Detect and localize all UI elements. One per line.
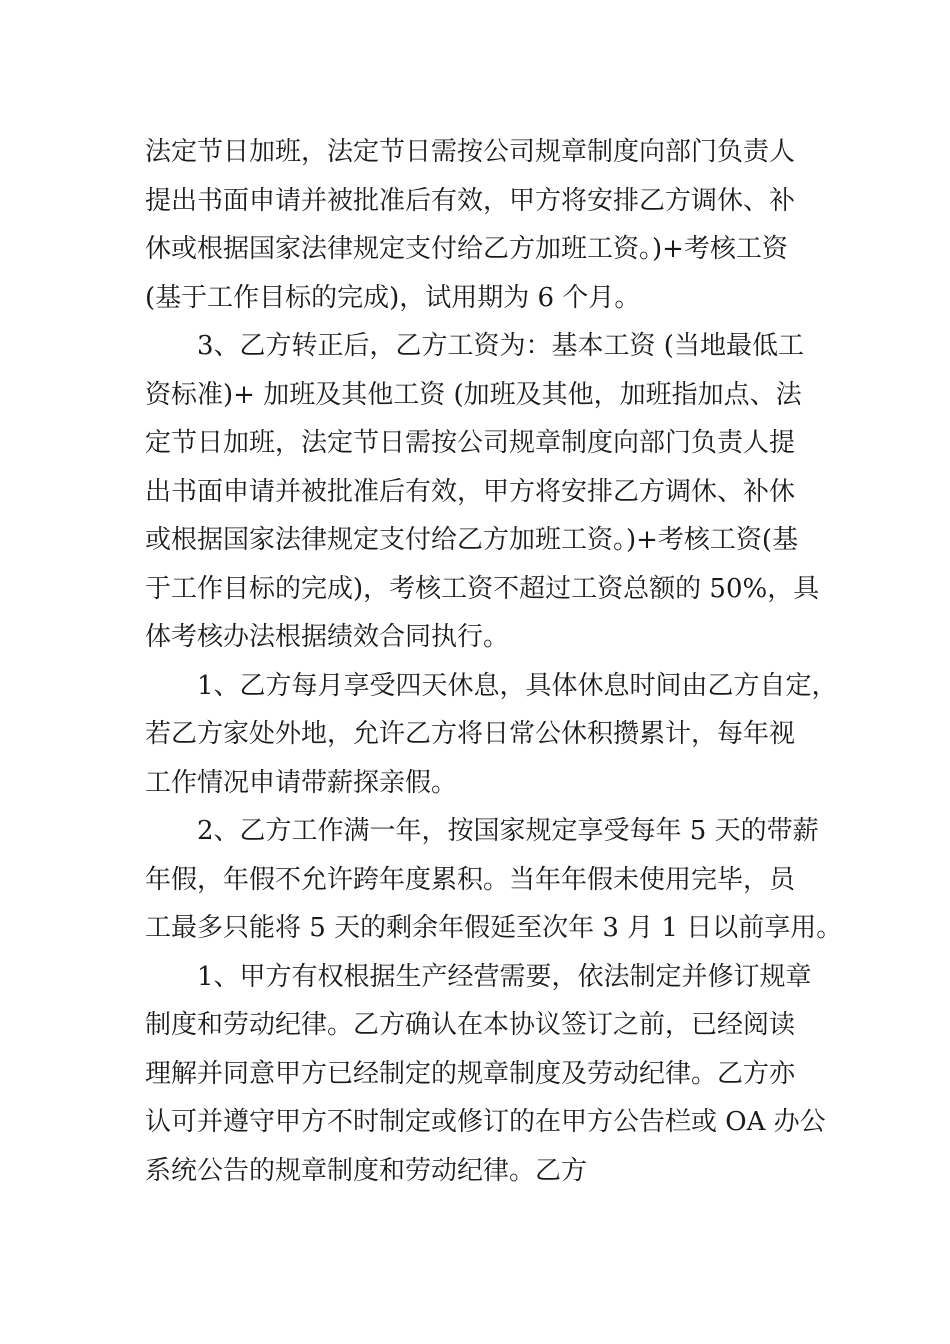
text-line: 年假，年假不允许跨年度累积。当年年假未使用完毕，员 <box>145 864 796 895</box>
text-line: 休或根据国家法律规定支付给乙方加班工资。)+考核工资 <box>145 234 788 264</box>
paragraph-start-line: 1、乙方每月享受四天休息，具体休息时间由乙方自定， <box>197 670 838 701</box>
text-line: 工最多只能将 5 天的剩余年假延至次年 3 月 1 日以前享用。 <box>145 913 843 943</box>
text-line: 于工作目标的完成)，考核工资不超过工资总额的 50%，具 <box>145 573 820 604</box>
text-line: 资标准)+ 加班及其他工资 (加班及其他，加班指加点、法 <box>145 379 802 410</box>
text-line: 出书面申请并被批准后有效，甲方将安排乙方调休、补休 <box>145 476 796 507</box>
text-line: 工作情况申请带薪探亲假。 <box>145 767 458 798</box>
paragraph-start-line: 2、乙方工作满一年，按国家规定享受每年 5 天的带薪 <box>197 816 819 846</box>
text-line: 定节日加班，法定节日需按公司规章制度向部门负责人提 <box>145 428 796 458</box>
paragraph-start-line: 1、甲方有权根据生产经营需要，依法制定并修订规章 <box>197 961 812 992</box>
text-line: 若乙方家处外地，允许乙方将日常公休积攒累计，每年视 <box>145 719 796 749</box>
text-line: 制度和劳动纪律。乙方确认在本协议签订之前，已经阅读 <box>145 1010 796 1040</box>
text-line: 体考核办法根据绩效合同执行。 <box>145 622 510 652</box>
text-line: (基于工作目标的完成)，试用期为 6 个月。 <box>145 282 641 313</box>
text-line: 认可并遵守甲方不时制定或修订的在甲方公告栏或 OA 办公 <box>145 1107 826 1137</box>
text-line: 或根据国家法律规定支付给乙方加班工资。)+考核工资(基 <box>145 525 799 555</box>
document-body <box>145 128 843 1195</box>
text-line: 法定节日加班，法定节日需按公司规章制度向部门负责人 <box>145 137 796 167</box>
text-line: 理解并同意甲方已经制定的规章制度及劳动纪律。乙方亦 <box>145 1058 796 1089</box>
paragraph-start-line: 3、乙方转正后，乙方工资为：基本工资 (当地最低工 <box>197 331 804 361</box>
text-line: 系统公告的规章制度和劳动纪律。乙方 <box>145 1155 588 1186</box>
text-line: 提出书面申请并被批准后有效，甲方将安排乙方调休、补 <box>145 185 796 216</box>
